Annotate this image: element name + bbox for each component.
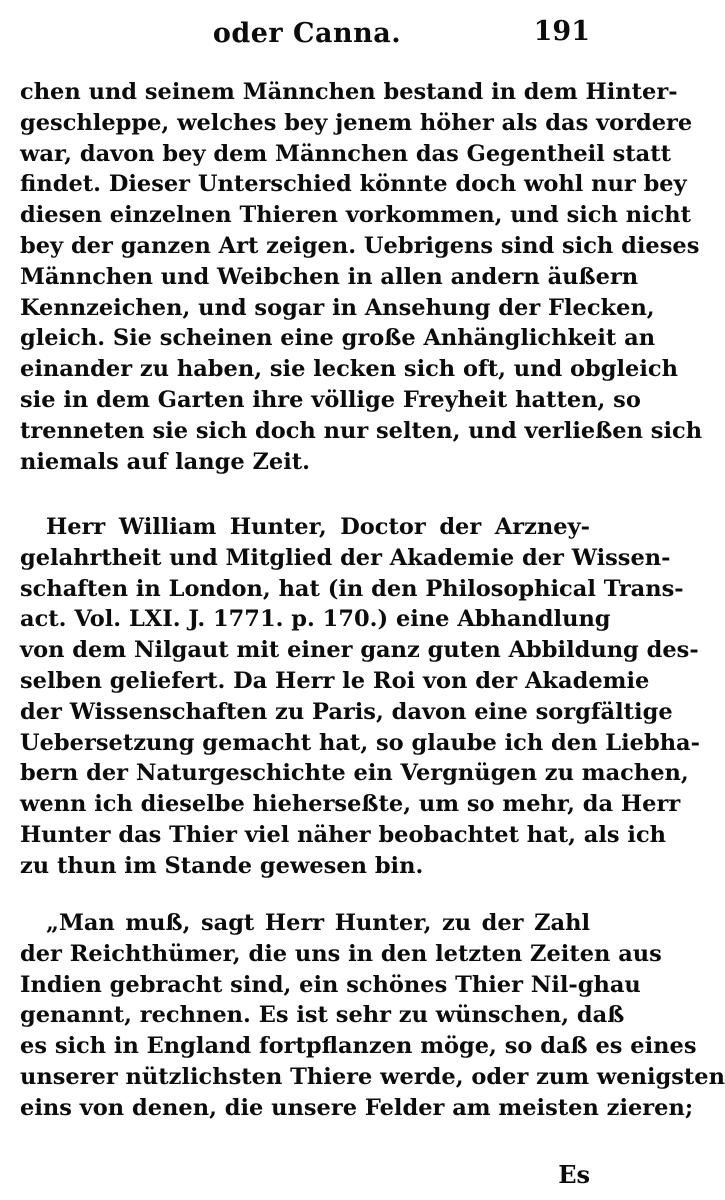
text-line: der Reichthümer, die uns in den letzten Zeiten aus <box>20 940 662 967</box>
text-line: eins von denen, die unsere Felder am meisten zieren; <box>20 1094 694 1121</box>
text-line: Hunter das Thier viel näher beobachtet hat, als ich <box>20 821 667 848</box>
text-line: genannt, rechnen. Es ist sehr zu wünschen, daß <box>20 1002 625 1029</box>
text-line: Uebersetzung gemacht hat, so glaube ich den Liebha- <box>20 729 700 756</box>
text-line: sie in dem Garten ihre völlige Freyheit hatten, so <box>20 386 641 413</box>
running-head <box>0 14 614 58</box>
paragraph-1 <box>20 77 703 477</box>
text-line: diesen einzelnen Thieren vorkommen, und sich nicht <box>20 202 692 229</box>
catchword: Es <box>558 1160 590 1189</box>
text-line: „Man muß, sagt Herr Hunter, zu der Zahl <box>46 910 590 936</box>
text-line: Herr William Hunter, Doctor der Arzney- <box>46 514 590 540</box>
text-line: schaften in London, hat (in den Philosophical Trans- <box>20 575 684 602</box>
text-line: es sich in England fortpflanzen möge, so daß es eines <box>20 1033 697 1060</box>
text-line: bey der ganzen Art zeigen. Uebrigens sind sich dieses <box>20 232 700 259</box>
text-line: findet. Dieser Unterschied könnte doch wohl nur bey <box>20 171 687 198</box>
text-line: act. Vol. LXI. J. 1771. p. 170.) eine Abhandlung <box>20 606 611 633</box>
text-line: der Wissenschaften zu Paris, davon eine sorgfältige <box>20 698 673 725</box>
text-line: niemals auf lange Zeit. <box>20 448 310 475</box>
text-line: chen und seinem Männchen bestand in dem Hinter- <box>20 79 678 105</box>
page-number: 191 <box>533 16 590 47</box>
text-line: bern der Naturgeschichte ein Vergnügen zu machen, <box>20 760 689 787</box>
text-line: geschleppe, welches bey jenem höher als das vordere <box>20 109 693 136</box>
paragraph-3 <box>20 908 725 1124</box>
text-line: Männchen und Weibchen in allen andern äußern <box>20 263 639 290</box>
running-title: oder Canna. <box>212 18 402 49</box>
text-line: selben geliefert. Da Herr le Roi von der Akademie <box>20 667 650 694</box>
text-line: unserer nützlichsten Thiere werde, oder zum wenigsten <box>20 1063 725 1090</box>
text-line: einander zu haben, sie lecken sich oft, und obgleich <box>20 356 678 383</box>
text-line: war, davon bey dem Männchen das Gegentheil statt <box>20 140 671 167</box>
text-line: gleich. Sie scheinen eine große Anhänglichkeit an <box>20 325 656 352</box>
text-line: Indien gebracht sind, ein schönes Thier Nil-ghau <box>20 971 641 998</box>
paragraph-2 <box>20 512 700 882</box>
text-line: gelahrtheit und Mitglied der Akademie der Wissen- <box>20 544 671 571</box>
text-line: Kennzeichen, und sogar in Ansehung der Flecken, <box>20 294 655 321</box>
text-line: zu thun im Stande gewesen bin. <box>20 852 424 879</box>
text-line: von dem Nilgaut mit einer ganz guten Abbildung des- <box>20 637 699 664</box>
text-line: wenn ich dieselbe hieherseßte, um so mehr, da Herr <box>20 791 681 818</box>
text-line: trenneten sie sich doch nur selten, und verließen sich <box>20 417 703 444</box>
